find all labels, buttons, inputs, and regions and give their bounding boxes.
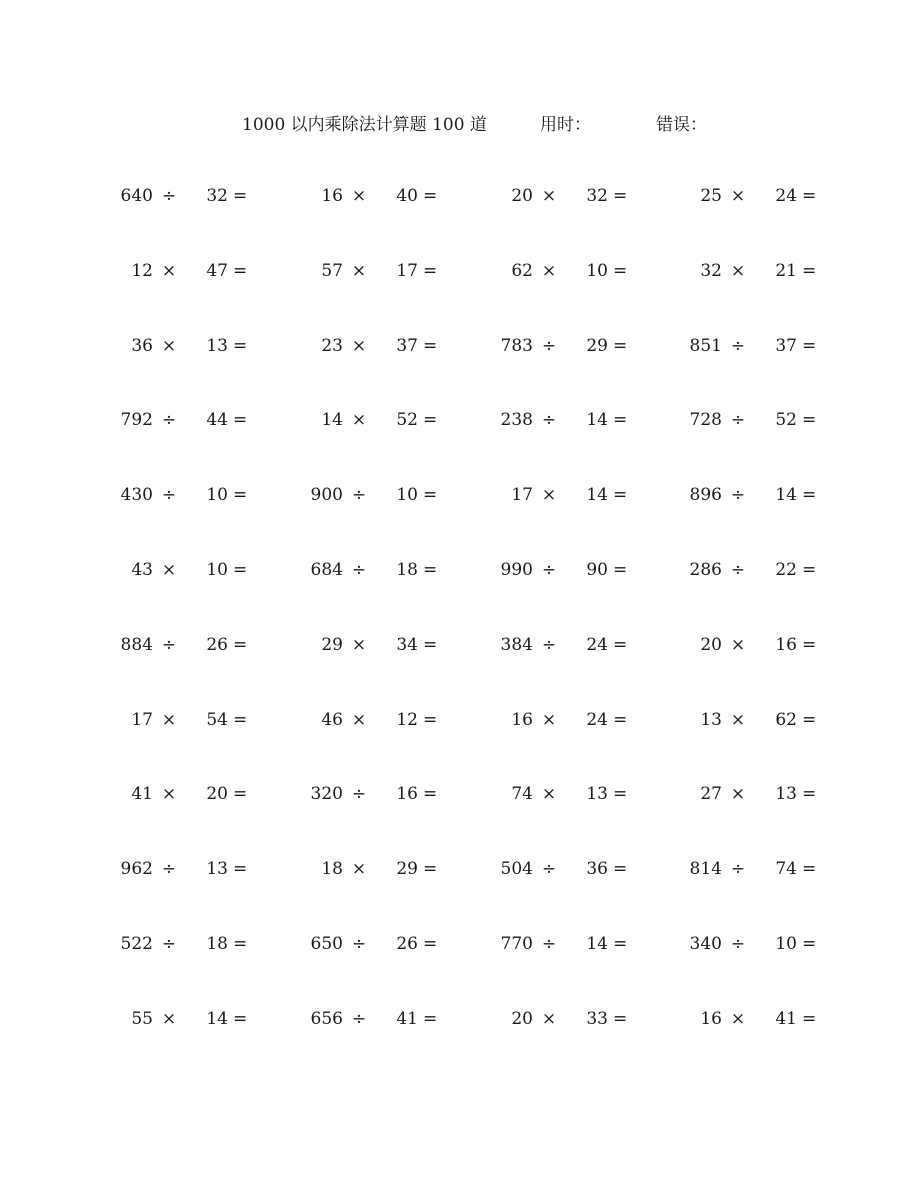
equals-sign: = [613, 485, 628, 506]
operand-b: 18 [396, 560, 418, 580]
problem-row [0, 556, 920, 584]
operator-symbol: ÷ [730, 560, 746, 580]
operand-a: 320 [310, 784, 343, 805]
operator-symbol: ÷ [730, 485, 746, 506]
operand-a: 884 [120, 634, 153, 655]
operand-b: 22 [775, 560, 797, 580]
operand-a: 16 [321, 186, 343, 206]
operator-symbol: × [351, 260, 367, 281]
operator-symbol: ÷ [730, 934, 746, 954]
equals-sign: = [423, 709, 438, 730]
operator-symbol: × [541, 260, 557, 281]
problem-row [0, 930, 920, 958]
operand-b: 26 [396, 934, 418, 954]
operator-symbol: ÷ [541, 335, 557, 356]
operator-symbol: ÷ [351, 560, 367, 580]
operand-a: 20 [511, 186, 533, 206]
operand-a: 46 [321, 709, 343, 730]
operand-a: 74 [511, 784, 533, 805]
operand-a: 57 [321, 260, 343, 281]
operator-symbol: × [730, 634, 746, 655]
operand-b: 62 [775, 709, 797, 730]
equals-sign: = [233, 709, 248, 730]
equals-sign: = [613, 186, 628, 206]
operator-symbol: ÷ [161, 410, 177, 431]
operand-b: 29 [396, 859, 418, 880]
time-label: 用时： [540, 115, 591, 135]
operand-a: 783 [500, 335, 533, 356]
operand-b: 33 [586, 1008, 608, 1029]
operator-symbol: × [541, 186, 557, 206]
operand-b: 24 [775, 186, 797, 206]
equals-sign: = [233, 485, 248, 506]
operand-b: 16 [396, 784, 418, 805]
equals-sign: = [613, 934, 628, 954]
operator-symbol: ÷ [541, 859, 557, 880]
equals-sign: = [423, 784, 438, 805]
operand-a: 62 [511, 260, 533, 281]
equals-sign: = [233, 260, 248, 281]
equals-sign: = [613, 335, 628, 356]
operand-b: 12 [396, 709, 418, 730]
operand-b: 14 [775, 485, 797, 506]
operator-symbol: ÷ [161, 485, 177, 506]
problem-row [0, 332, 920, 360]
operand-a: 41 [131, 784, 153, 805]
equals-sign: = [802, 1008, 817, 1029]
operator-symbol: ÷ [351, 784, 367, 805]
operand-b: 36 [586, 859, 608, 880]
equals-sign: = [802, 560, 817, 580]
operator-symbol: × [730, 784, 746, 805]
equals-sign: = [233, 560, 248, 580]
worksheet-header [0, 110, 920, 136]
operand-a: 27 [700, 784, 722, 805]
operand-a: 14 [321, 410, 343, 431]
operator-symbol: ÷ [161, 934, 177, 954]
operand-a: 851 [689, 335, 722, 356]
operand-b: 74 [775, 859, 797, 880]
operand-b: 54 [206, 709, 228, 730]
problem-row [0, 182, 920, 210]
operand-b: 20 [206, 784, 228, 805]
operand-b: 21 [775, 260, 797, 281]
operand-b: 13 [775, 784, 797, 805]
equals-sign: = [802, 335, 817, 356]
equals-sign: = [613, 260, 628, 281]
operand-a: 55 [131, 1008, 153, 1029]
equals-sign: = [802, 784, 817, 805]
equals-sign: = [233, 410, 248, 431]
operand-b: 24 [586, 709, 608, 730]
operand-b: 18 [206, 934, 228, 954]
worksheet-title: 1000 以内乘除法计算题 100 道 [242, 115, 487, 135]
equals-sign: = [613, 784, 628, 805]
operator-symbol: × [351, 186, 367, 206]
operator-symbol: × [541, 1008, 557, 1029]
equals-sign: = [233, 335, 248, 356]
operand-b: 10 [775, 934, 797, 954]
equals-sign: = [423, 260, 438, 281]
equals-sign: = [233, 186, 248, 206]
operator-symbol: ÷ [351, 1008, 367, 1029]
operand-a: 13 [700, 709, 722, 730]
operand-a: 990 [500, 560, 533, 580]
operand-b: 37 [775, 335, 797, 356]
operand-b: 10 [206, 560, 228, 580]
equals-sign: = [613, 709, 628, 730]
equals-sign: = [802, 709, 817, 730]
operator-symbol: × [351, 410, 367, 431]
operand-b: 13 [586, 784, 608, 805]
operand-a: 384 [500, 634, 533, 655]
operand-b: 26 [206, 634, 228, 655]
problem-row [0, 631, 920, 659]
operand-b: 16 [775, 634, 797, 655]
operand-a: 20 [511, 1008, 533, 1029]
operator-symbol: ÷ [730, 410, 746, 431]
equals-sign: = [423, 485, 438, 506]
operand-a: 16 [700, 1008, 722, 1029]
operator-symbol: × [161, 335, 177, 356]
equals-sign: = [613, 859, 628, 880]
problem-row [0, 406, 920, 434]
operator-symbol: × [730, 186, 746, 206]
operator-symbol: × [351, 709, 367, 730]
operator-symbol: × [161, 784, 177, 805]
operand-a: 340 [689, 934, 722, 954]
equals-sign: = [423, 560, 438, 580]
operator-symbol: × [541, 784, 557, 805]
equals-sign: = [423, 634, 438, 655]
problem-row [0, 1005, 920, 1033]
equals-sign: = [613, 634, 628, 655]
operand-b: 10 [206, 485, 228, 506]
operator-symbol: ÷ [541, 634, 557, 655]
operand-a: 32 [700, 260, 722, 281]
operand-b: 32 [586, 186, 608, 206]
operator-symbol: ÷ [541, 410, 557, 431]
equals-sign: = [802, 934, 817, 954]
operand-b: 10 [586, 260, 608, 281]
operator-symbol: × [541, 709, 557, 730]
operand-a: 25 [700, 186, 722, 206]
operand-a: 286 [689, 560, 722, 580]
operand-b: 41 [775, 1008, 797, 1029]
operand-b: 40 [396, 186, 418, 206]
operand-b: 14 [586, 410, 608, 431]
error-label: 错误： [656, 115, 707, 135]
operand-a: 18 [321, 859, 343, 880]
operand-b: 10 [396, 485, 418, 506]
operator-symbol: × [351, 634, 367, 655]
equals-sign: = [802, 186, 817, 206]
operand-a: 900 [310, 485, 343, 506]
operand-a: 12 [131, 260, 153, 281]
operand-a: 656 [310, 1008, 343, 1029]
problem-row [0, 481, 920, 509]
equals-sign: = [802, 260, 817, 281]
operand-a: 814 [689, 859, 722, 880]
equals-sign: = [423, 186, 438, 206]
operand-a: 792 [120, 410, 153, 431]
equals-sign: = [802, 410, 817, 431]
operand-a: 36 [131, 335, 153, 356]
equals-sign: = [423, 335, 438, 356]
operand-b: 24 [586, 634, 608, 655]
operand-a: 522 [120, 934, 153, 954]
operand-a: 504 [500, 859, 533, 880]
problem-row [0, 780, 920, 808]
operator-symbol: ÷ [161, 859, 177, 880]
operand-b: 32 [206, 186, 228, 206]
equals-sign: = [233, 1008, 248, 1029]
equals-sign: = [423, 859, 438, 880]
operand-a: 650 [310, 934, 343, 954]
equals-sign: = [233, 934, 248, 954]
equals-sign: = [802, 485, 817, 506]
operand-a: 896 [689, 485, 722, 506]
operator-symbol: × [161, 1008, 177, 1029]
operator-symbol: ÷ [730, 859, 746, 880]
operand-b: 13 [206, 335, 228, 356]
operand-b: 52 [396, 410, 418, 431]
operator-symbol: ÷ [730, 335, 746, 356]
operator-symbol: ÷ [541, 560, 557, 580]
equals-sign: = [802, 859, 817, 880]
operand-b: 90 [586, 560, 608, 580]
operand-b: 14 [206, 1008, 228, 1029]
operand-a: 770 [500, 934, 533, 954]
operand-b: 34 [396, 634, 418, 655]
equals-sign: = [613, 560, 628, 580]
operand-b: 44 [206, 410, 228, 431]
operator-symbol: × [730, 1008, 746, 1029]
operand-a: 430 [120, 485, 153, 506]
operand-b: 37 [396, 335, 418, 356]
equals-sign: = [802, 634, 817, 655]
equals-sign: = [233, 859, 248, 880]
operand-b: 47 [206, 260, 228, 281]
operator-symbol: ÷ [351, 485, 367, 506]
operand-a: 17 [511, 485, 533, 506]
operand-a: 962 [120, 859, 153, 880]
operand-a: 23 [321, 335, 343, 356]
operand-a: 238 [500, 410, 533, 431]
operator-symbol: × [351, 335, 367, 356]
operand-b: 13 [206, 859, 228, 880]
operator-symbol: × [161, 260, 177, 281]
operator-symbol: ÷ [541, 934, 557, 954]
operand-a: 43 [131, 560, 153, 580]
equals-sign: = [423, 934, 438, 954]
operator-symbol: ÷ [161, 186, 177, 206]
operator-symbol: ÷ [351, 934, 367, 954]
equals-sign: = [613, 410, 628, 431]
operator-symbol: × [541, 485, 557, 506]
equals-sign: = [423, 410, 438, 431]
operand-b: 29 [586, 335, 608, 356]
equals-sign: = [233, 634, 248, 655]
problem-row [0, 257, 920, 285]
operand-b: 41 [396, 1008, 418, 1029]
operand-a: 640 [120, 186, 153, 206]
operand-a: 20 [700, 634, 722, 655]
equals-sign: = [423, 1008, 438, 1029]
problem-row [0, 706, 920, 734]
operand-a: 17 [131, 709, 153, 730]
equals-sign: = [613, 1008, 628, 1029]
operator-symbol: × [161, 560, 177, 580]
equals-sign: = [233, 784, 248, 805]
operand-a: 684 [310, 560, 343, 580]
operand-a: 728 [689, 410, 722, 431]
operand-b: 14 [586, 485, 608, 506]
operand-b: 14 [586, 934, 608, 954]
operand-b: 52 [775, 410, 797, 431]
problem-row [0, 855, 920, 883]
operator-symbol: × [161, 709, 177, 730]
operand-b: 17 [396, 260, 418, 281]
operator-symbol: × [730, 709, 746, 730]
operand-a: 16 [511, 709, 533, 730]
operator-symbol: × [730, 260, 746, 281]
operator-symbol: × [351, 859, 367, 880]
operand-a: 29 [321, 634, 343, 655]
operator-symbol: ÷ [161, 634, 177, 655]
